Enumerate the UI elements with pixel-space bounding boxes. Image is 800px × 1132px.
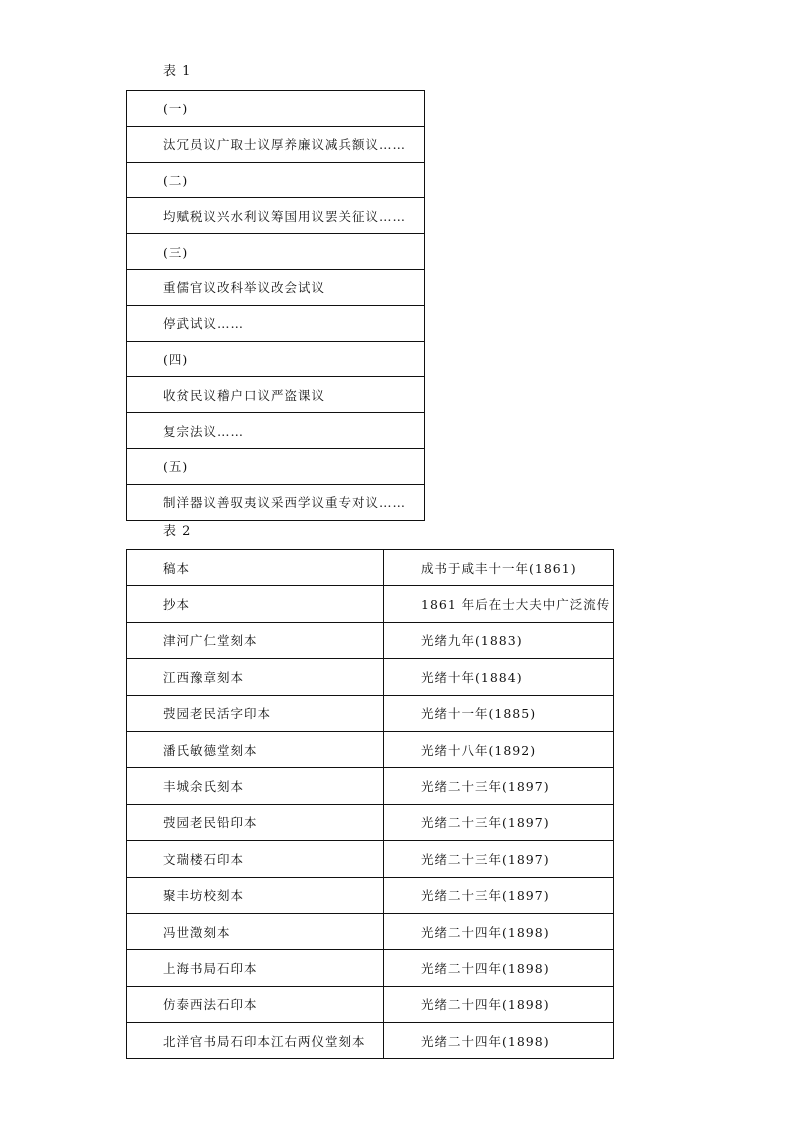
table-row	[127, 1023, 614, 1059]
table-row	[127, 269, 425, 305]
table-row	[127, 448, 425, 484]
date-cell: 光绪十年(1884)	[384, 659, 614, 695]
table-row	[127, 305, 425, 341]
table-row	[127, 695, 614, 731]
table-row	[127, 550, 614, 586]
date-cell: 光绪十八年(1892)	[384, 731, 614, 767]
table-cell: (四)	[127, 341, 425, 377]
table-row	[127, 198, 425, 234]
edition-cell: 聚丰坊校刻本	[127, 877, 384, 913]
date-cell: 光绪二十三年(1897)	[384, 877, 614, 913]
edition-cell: 稿本	[127, 550, 384, 586]
edition-cell: 弢园老民活字印本	[127, 695, 384, 731]
table-row	[127, 950, 614, 986]
date-cell: 光绪九年(1883)	[384, 622, 614, 658]
table1	[126, 90, 425, 521]
table1-caption: 表 1	[163, 64, 192, 79]
date-cell: 成书于咸丰十一年(1861)	[384, 550, 614, 586]
table-cell: 汰冗员议广取士议厚养廉议减兵额议……	[127, 126, 425, 162]
edition-cell: 津河广仁堂刻本	[127, 622, 384, 658]
table-cell: 收贫民议稽户口议严盗课议	[127, 377, 425, 413]
table-row	[127, 341, 425, 377]
edition-cell: 江西豫章刻本	[127, 659, 384, 695]
edition-cell: 仿泰西法石印本	[127, 986, 384, 1022]
table-row	[127, 413, 425, 449]
table-row	[127, 484, 425, 520]
table-cell: 重儒官议改科举议改会试议	[127, 269, 425, 305]
table-row	[127, 804, 614, 840]
date-cell: 光绪二十四年(1898)	[384, 986, 614, 1022]
table-row	[127, 731, 614, 767]
edition-cell: 北洋官书局石印本江右两仪堂刻本	[127, 1023, 384, 1059]
edition-cell: 弢园老民铅印本	[127, 804, 384, 840]
table-row	[127, 841, 614, 877]
table-row	[127, 234, 425, 270]
date-cell: 1861 年后在士大夫中广泛流传	[384, 586, 614, 622]
date-cell: 光绪二十四年(1898)	[384, 1023, 614, 1059]
table-row	[127, 622, 614, 658]
table-cell: 停武试议……	[127, 305, 425, 341]
table-row	[127, 877, 614, 913]
table-cell: 制洋器议善驭夷议采西学议重专对议……	[127, 484, 425, 520]
date-cell: 光绪二十三年(1897)	[384, 804, 614, 840]
table-row	[127, 377, 425, 413]
table-cell: 均赋税议兴水利议筹国用议罢关征议……	[127, 198, 425, 234]
edition-cell: 抄本	[127, 586, 384, 622]
table-row	[127, 659, 614, 695]
table-row	[127, 768, 614, 804]
table-row	[127, 126, 425, 162]
table-row	[127, 586, 614, 622]
table-row	[127, 913, 614, 949]
table-cell: (五)	[127, 448, 425, 484]
edition-cell: 文瑞楼石印本	[127, 841, 384, 877]
table-cell: 复宗法议……	[127, 413, 425, 449]
edition-cell: 潘氏敏德堂刻本	[127, 731, 384, 767]
edition-cell: 冯世澂刻本	[127, 913, 384, 949]
date-cell: 光绪十一年(1885)	[384, 695, 614, 731]
table2-caption: 表 2	[163, 524, 192, 539]
date-cell: 光绪二十三年(1897)	[384, 841, 614, 877]
edition-cell: 上海书局石印本	[127, 950, 384, 986]
table-cell: (一)	[127, 91, 425, 127]
date-cell: 光绪二十四年(1898)	[384, 950, 614, 986]
table-cell: (三)	[127, 234, 425, 270]
table-row	[127, 986, 614, 1022]
table2	[126, 549, 614, 1059]
table-row	[127, 162, 425, 198]
table-row	[127, 91, 425, 127]
table-cell: (二)	[127, 162, 425, 198]
date-cell: 光绪二十四年(1898)	[384, 913, 614, 949]
edition-cell: 丰城余氏刻本	[127, 768, 384, 804]
date-cell: 光绪二十三年(1897)	[384, 768, 614, 804]
